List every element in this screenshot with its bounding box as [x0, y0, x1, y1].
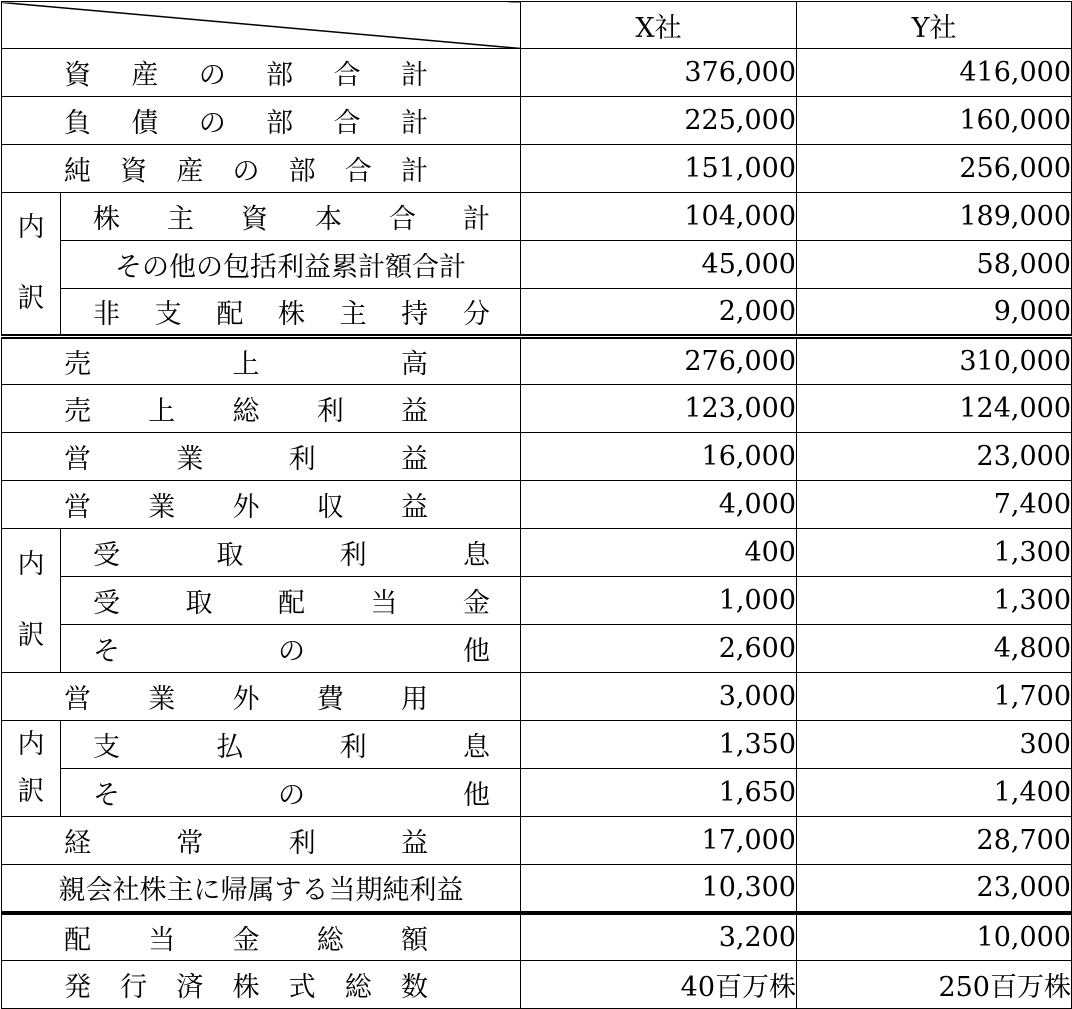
- label-char: 非: [93, 299, 120, 330]
- label-char: 株: [277, 299, 305, 330]
- table-row: [2, 769, 1072, 817]
- table-row: [2, 193, 1072, 241]
- row-label: [2, 342, 520, 381]
- value-y: 310,000: [797, 337, 1072, 385]
- row-label: 親会社株主に帰属する当期純利益: [58, 875, 464, 907]
- label-char: 分: [462, 299, 490, 330]
- value-y: 4,800: [797, 625, 1072, 673]
- label-char: 資: [241, 204, 268, 235]
- row-label: [61, 725, 520, 764]
- label-char: 売: [64, 396, 91, 427]
- table-row: [2, 433, 1072, 481]
- label-char: 配: [64, 924, 91, 956]
- value-x: 3,200: [521, 913, 797, 961]
- label-char: 当: [370, 588, 398, 619]
- label-char: 利: [339, 732, 367, 763]
- label-char: 持: [401, 299, 429, 330]
- label-char: 済: [176, 972, 204, 1003]
- label-char: 総: [232, 396, 260, 427]
- label-char: 業: [148, 684, 176, 715]
- label-char: 上: [232, 349, 260, 380]
- table-row: [2, 625, 1072, 673]
- label-char: 部: [288, 156, 316, 187]
- value-y: 250百万株: [797, 961, 1072, 1009]
- label-char: 総: [316, 924, 344, 956]
- value-y: 160,000: [797, 97, 1072, 145]
- value-x: 400: [521, 529, 797, 577]
- header-row: [2, 2, 1072, 49]
- label-char: 株: [93, 204, 120, 235]
- label-char: 受: [93, 540, 120, 571]
- row-label: [61, 581, 520, 620]
- value-x: 2,600: [521, 625, 797, 673]
- table-row: [2, 865, 1072, 913]
- value-x: 3,000: [521, 673, 797, 721]
- row-label: [2, 101, 520, 140]
- label-char: そ: [93, 780, 120, 811]
- label-char: そ: [93, 636, 120, 667]
- value-x: 1,650: [521, 769, 797, 817]
- value-x: 276,000: [521, 337, 797, 385]
- label-char: 発: [64, 972, 91, 1003]
- row-label: [2, 389, 520, 428]
- label-char: 産: [176, 156, 204, 187]
- row-label: [61, 292, 520, 331]
- value-x: 104,000: [521, 193, 797, 241]
- label-char: 息: [462, 732, 490, 763]
- label-char: 額: [401, 924, 428, 956]
- label-char: 高: [401, 349, 428, 380]
- label-char: 取: [185, 588, 213, 619]
- value-x: 225,000: [521, 97, 797, 145]
- label-char: 息: [462, 540, 490, 571]
- value-y: 124,000: [797, 385, 1072, 433]
- value-x: 17,000: [521, 817, 797, 865]
- table-row: [2, 481, 1072, 529]
- value-y: 1,400: [797, 769, 1072, 817]
- label-char: 株: [232, 972, 260, 1003]
- value-y: 10,000: [797, 913, 1072, 961]
- label-char: 行: [120, 972, 148, 1003]
- label-char: 純: [64, 156, 91, 187]
- label-char: 当: [148, 924, 176, 956]
- value-y: 1,300: [797, 577, 1072, 625]
- label-char: 業: [148, 492, 176, 523]
- value-x: 1,350: [521, 721, 797, 769]
- value-x: 4,000: [521, 481, 797, 529]
- label-char: 他: [463, 780, 490, 811]
- value-x: 16,000: [521, 433, 797, 481]
- value-x: 151,000: [521, 145, 797, 193]
- label-char: 計: [400, 60, 428, 91]
- label-char: 資: [64, 60, 91, 91]
- table-row: [2, 337, 1072, 385]
- label-char: 業: [176, 444, 204, 475]
- value-y: 28,700: [797, 817, 1072, 865]
- row-label: [61, 197, 520, 236]
- value-y: 9,000: [797, 289, 1072, 337]
- label-char: 債: [131, 108, 159, 139]
- label-char: 数: [400, 972, 428, 1003]
- label-char: 他: [463, 636, 490, 667]
- label-char: 支: [93, 732, 120, 763]
- row-label: [2, 53, 520, 92]
- label-char: 計: [400, 108, 428, 139]
- label-char: 払: [216, 732, 244, 763]
- value-y: 416,000: [797, 49, 1072, 97]
- label-char: 金: [232, 924, 260, 956]
- row-label: [2, 965, 520, 1004]
- table-row: [2, 97, 1072, 145]
- value-y: 189,000: [797, 193, 1072, 241]
- row-label: [2, 677, 520, 716]
- value-x: 2,000: [521, 289, 797, 337]
- label-char: 常: [176, 828, 204, 859]
- label-char: 総: [344, 972, 372, 1003]
- label-char: 合: [333, 108, 361, 139]
- label-char: 益: [401, 492, 428, 523]
- label-char: 利: [339, 540, 367, 571]
- value-x: 45,000: [521, 241, 797, 289]
- value-x: 1,000: [521, 577, 797, 625]
- header-y-company: Y社: [797, 2, 1072, 49]
- breakdown-label: 内 訳: [2, 193, 61, 337]
- label-char: 主: [167, 204, 194, 235]
- row-label: [2, 485, 520, 524]
- label-char: の: [278, 636, 305, 667]
- table-row: [2, 289, 1072, 337]
- row-label: [61, 629, 520, 668]
- label-char: 配: [278, 588, 305, 619]
- label-char: 計: [463, 204, 490, 235]
- table-row: [2, 529, 1072, 577]
- table-row: [2, 49, 1072, 97]
- table-row: [2, 145, 1072, 193]
- financial-comparison-table: [1, 1, 1072, 1009]
- table-row: [2, 913, 1072, 961]
- table-row: [2, 817, 1072, 865]
- label-char: 取: [216, 540, 244, 571]
- row-label: その他の包括利益累計額合計: [115, 252, 466, 283]
- value-y: 58,000: [797, 241, 1072, 289]
- label-char: 利: [288, 828, 316, 859]
- table-row: [2, 673, 1072, 721]
- label-char: 益: [400, 828, 428, 859]
- label-char: 外: [232, 492, 260, 523]
- value-x: 123,000: [521, 385, 797, 433]
- label-char: 金: [463, 588, 490, 619]
- row-label: [2, 149, 520, 188]
- label-char: 産: [131, 60, 159, 91]
- value-y: 1,300: [797, 529, 1072, 577]
- label-char: 営: [64, 492, 91, 523]
- label-char: の: [198, 108, 226, 139]
- label-char: 配: [216, 299, 244, 330]
- label-char: 資: [120, 156, 148, 187]
- value-y: 300: [797, 721, 1072, 769]
- label-char: 合: [389, 204, 416, 235]
- value-y: 7,400: [797, 481, 1072, 529]
- value-x: 10,300: [521, 865, 797, 913]
- label-char: 利: [316, 396, 344, 427]
- label-char: 計: [400, 156, 428, 187]
- diagonal-header-cell: [2, 2, 521, 49]
- label-char: 売: [64, 349, 91, 380]
- label-char: 経: [64, 828, 91, 859]
- value-x: 376,000: [521, 49, 797, 97]
- label-char: 支: [154, 299, 182, 330]
- label-char: 受: [93, 588, 120, 619]
- row-label: [2, 437, 520, 476]
- label-char: 上: [148, 396, 176, 427]
- label-char: 利: [288, 444, 316, 475]
- header-x-company: X社: [521, 2, 797, 49]
- row-label: [2, 918, 520, 957]
- label-char: 費: [316, 684, 344, 715]
- label-char: 営: [64, 444, 91, 475]
- label-char: 本: [315, 204, 342, 235]
- label-char: 収: [316, 492, 344, 523]
- value-y: 23,000: [797, 865, 1072, 913]
- label-char: 益: [400, 444, 428, 475]
- label-char: 外: [232, 684, 260, 715]
- table-row: [2, 577, 1072, 625]
- label-char: 益: [401, 396, 428, 427]
- table-row: [2, 385, 1072, 433]
- label-char: 式: [288, 972, 316, 1003]
- value-y: 1,700: [797, 673, 1072, 721]
- label-char: 合: [333, 60, 361, 91]
- label-char: 合: [344, 156, 372, 187]
- row-label: [61, 773, 520, 812]
- label-char: 営: [64, 684, 91, 715]
- value-x: 40百万株: [521, 961, 797, 1009]
- breakdown-label: 内 訳: [2, 529, 61, 673]
- table-row: [2, 241, 1072, 289]
- label-char: 部: [266, 60, 294, 91]
- label-char: の: [232, 156, 260, 187]
- label-char: 用: [401, 684, 428, 715]
- label-char: の: [198, 60, 226, 91]
- breakdown-label: 内 訳: [2, 721, 61, 817]
- table-row: [2, 721, 1072, 769]
- label-char: 主: [339, 299, 367, 330]
- row-label: [2, 821, 520, 860]
- value-y: 23,000: [797, 433, 1072, 481]
- label-char: 負: [64, 108, 91, 139]
- row-label: [61, 533, 520, 572]
- table-row: [2, 961, 1072, 1009]
- label-char: の: [278, 780, 305, 811]
- value-y: 256,000: [797, 145, 1072, 193]
- label-char: 部: [266, 108, 294, 139]
